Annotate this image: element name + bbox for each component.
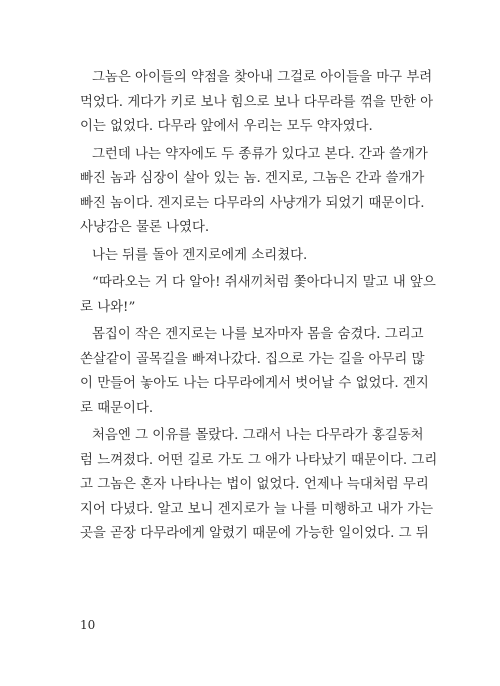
- text-line: 이는 없었다. 다무라 앞에서 우리는 모두 약자였다.: [80, 119, 373, 134]
- text-line: 사냥감은 물론 나였다.: [80, 220, 210, 235]
- text-line: “따라오는 거 다 알아! 쥐새끼처럼 쫓아다니지 말고 내 앞으: [92, 275, 436, 290]
- body-text: [80, 66, 438, 547]
- text-line: 곳을 곧장 다무라에게 알렸기 때문에 가능한 일이었다. 그 뒤: [80, 526, 429, 541]
- text-line: 지어 다녔다. 알고 보니 겐지로가 늘 나를 미행하고 내가 가는: [80, 501, 434, 517]
- text-line: 빠진 놈이다. 겐지로는 다무라의 사냥개가 되었기 때문이다.: [80, 195, 425, 211]
- text-line: 쏜살같이 골목길을 빠져나갔다. 집으로 가는 길을 아무리 많: [80, 351, 425, 367]
- text-line: 그런데 나는 약자에도 두 종류가 있다고 본다. 간과 쓸개가: [92, 146, 428, 162]
- text-line: 먹었다. 게다가 키로 보나 힘으로 보나 다무라를 꺾을 만한 아: [80, 94, 434, 110]
- page-number: 10: [80, 618, 96, 632]
- text-line: 빠진 놈과 심장이 살아 있는 놈. 겐지로, 그놈은 간과 쓸개가: [80, 171, 425, 186]
- text-line: 그놈은 아이들의 약점을 찾아내 그걸로 아이들을 마구 부려: [92, 70, 433, 85]
- text-line: 몸집이 작은 겐지로는 나를 보자마자 몸을 숨겼다. 그리고: [92, 327, 424, 342]
- text-line: 로 때문이다.: [80, 400, 154, 416]
- text-line: 이 만들어 놓아도 나는 다무라에게서 벗어날 수 없었다. 겐지: [80, 376, 429, 391]
- text-line: 처음엔 그 이유를 몰랐다. 그래서 나는 다무라가 홍길동처: [92, 428, 424, 443]
- text-line: 나는 뒤를 돌아 겐지로에게 소리쳤다.: [92, 247, 308, 263]
- text-line: 럼 느껴졌다. 어떤 길로 가도 그 애가 나타났기 때문이다. 그리: [80, 452, 438, 468]
- text-line: 고 그놈은 혼자 나타나는 법이 없었다. 언제나 늑대처럼 무리: [80, 477, 429, 492]
- text-line: 로 나와!”: [80, 299, 136, 315]
